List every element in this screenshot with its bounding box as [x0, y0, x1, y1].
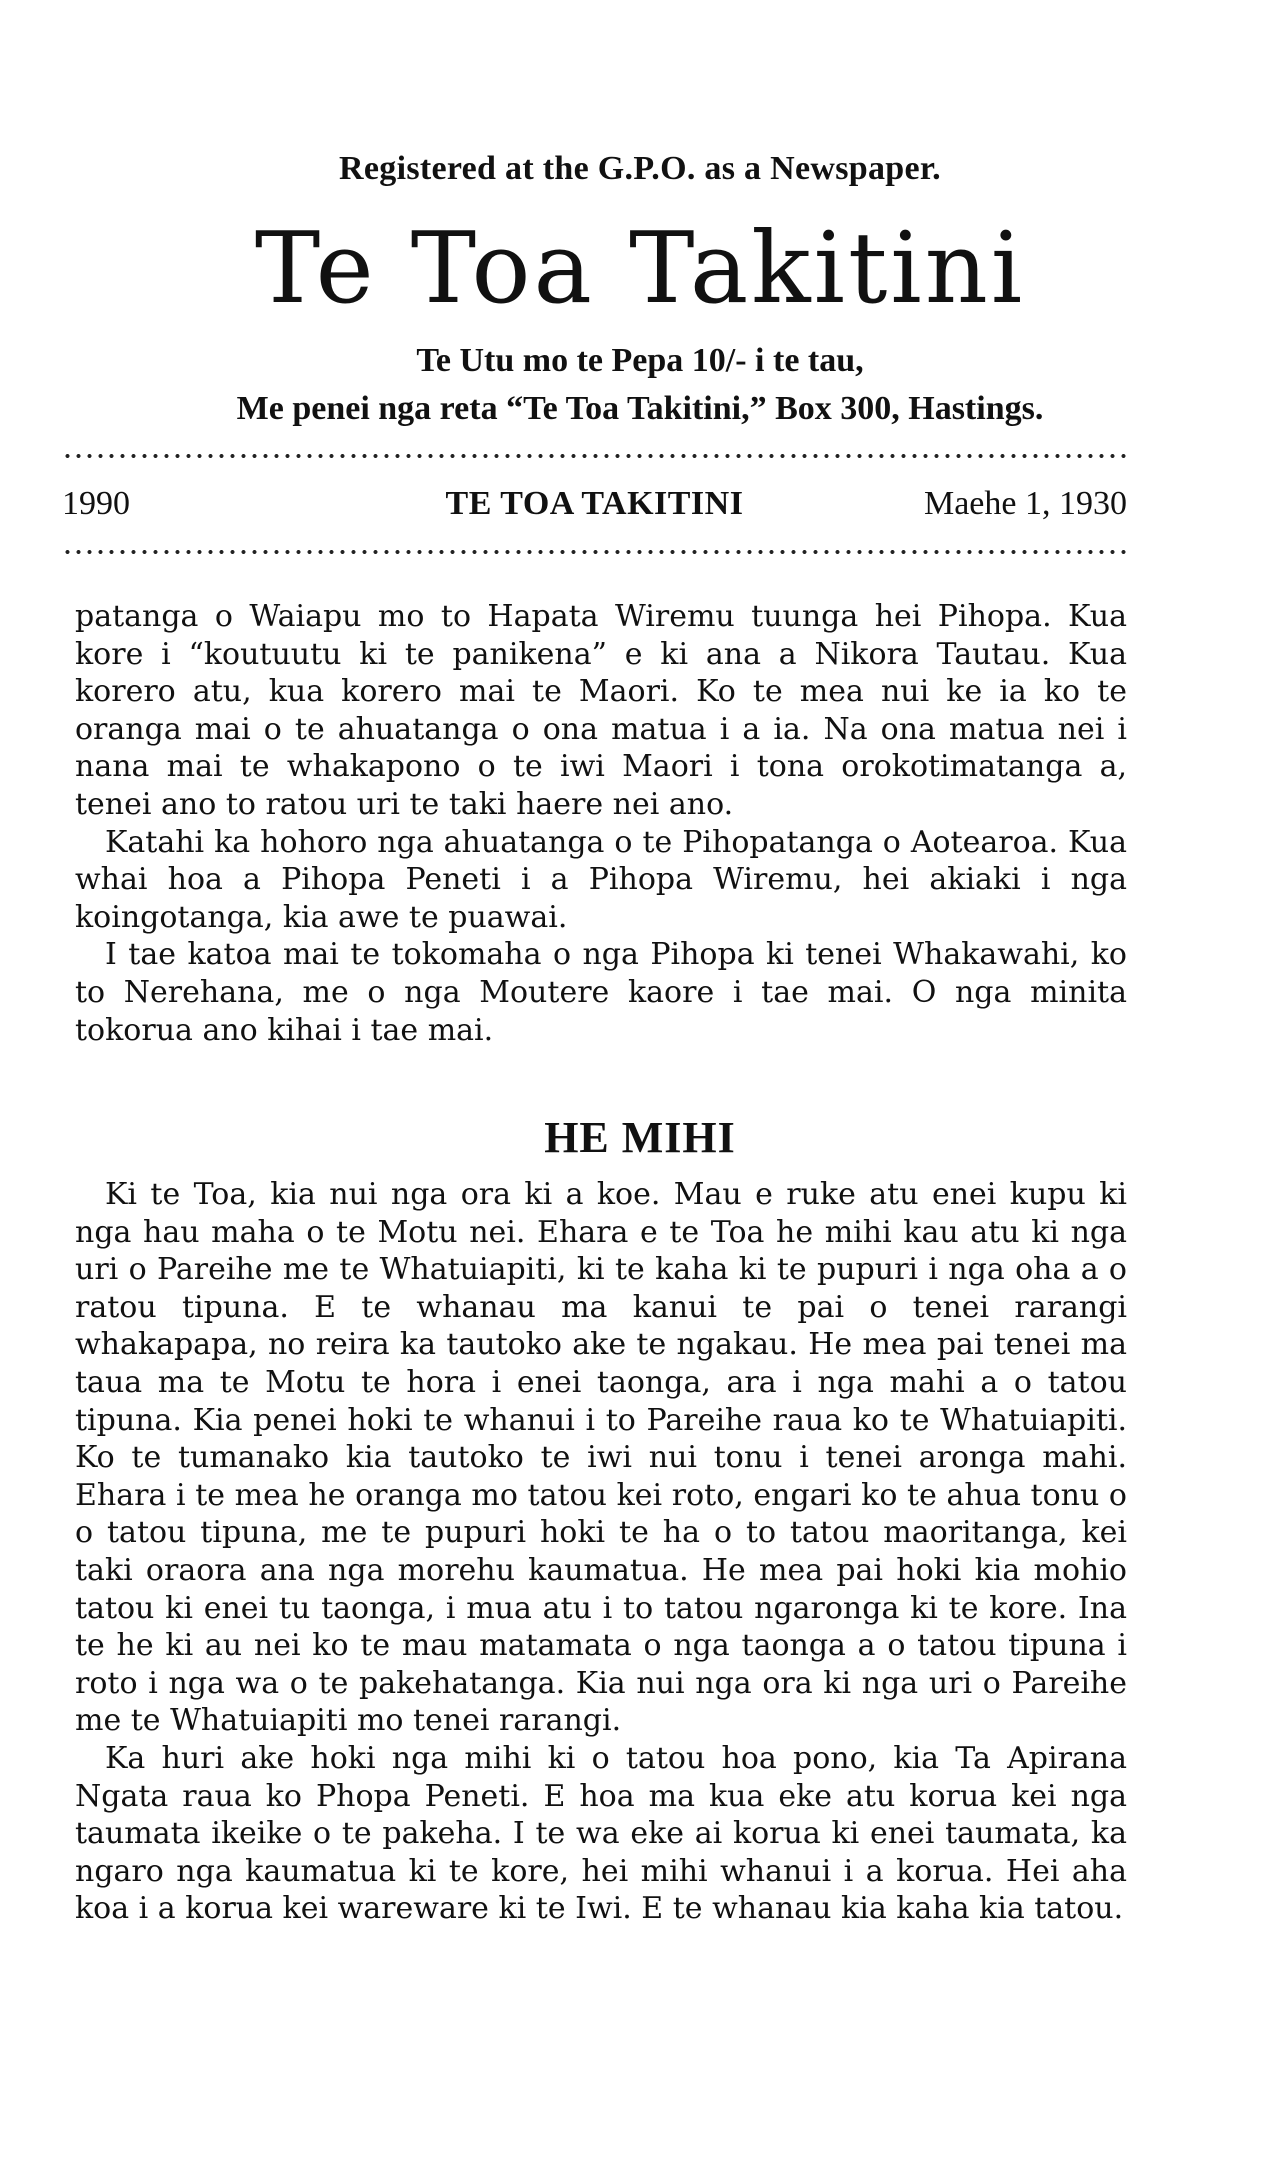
page-number: 1990 [62, 485, 130, 522]
subscription-price: Te Utu mo te Pepa 10/- i te tau, [416, 342, 864, 379]
issue-date: Maehe 1, 1930 [923, 485, 1127, 522]
article-continuation [75, 598, 1127, 1049]
dotted-rule-bottom [62, 548, 1127, 556]
mailing-address: Me penei nga reta “Te Toa Takitini,” Box 300, Hastings. [236, 390, 1044, 427]
dotted-rule-top [62, 452, 1127, 460]
registration-notice: Registered at the G.P.O. as a Newspaper. [339, 150, 941, 187]
mihi-paragraph: Ka huri ake hoki nga mihi ki o tatou hoa pono, kia Ta Apirana Ngata raua ko Phopa Peneti. E hoa ma kua eke atu korua kei nga taumata ikeike o te pakeha. I te wa eke ai korua ki enei taumata, ka ngaro nga kaumatua ki te kore, hei mihi whanui i a korua. Hei aha koa i a korua kei wareware ki te Iwi. E te whanau kia kaha kia tatou. [75, 1740, 1127, 1927]
mihi-section [75, 1176, 1127, 1928]
article-paragraph: Katahi ka hohoro nga ahuatanga o te Pihopatanga o Aotearoa. Kua whai hoa a Pihopa Peneti i a Pihopa Wiremu, hei akiaki i nga koingotanga, kia awe te puawai. [75, 824, 1127, 935]
section-heading: HE MIHI [544, 1113, 736, 1162]
newspaper-masthead: Te Toa Takitini [254, 212, 1026, 326]
running-title: TE TOA TAKITINI [445, 485, 744, 522]
article-paragraph: I tae katoa mai te tokomaha o nga Pihopa ki tenei Whakawahi, ko to Nerehana, me o nga Moutere kaore i tae mai. O nga minita tokorua ano kihai i tae mai. [75, 937, 1127, 1048]
article-paragraph: patanga o Waiapu mo to Hapata Wiremu tuunga hei Pihopa. Kua kore i “koutuutu ki te panikena” e ki ana a Nikora Tautau. Kua korero atu, kua korero mai te Maori. Ko te mea nui ke ia ko te oranga mai o te ahuatanga o ona matua i a ia. Na ona matua nei i nana mai te whakapono o te iwi Maori i tona orokotimatanga a, tenei ano to ratou uri te taki haere nei ano. [75, 599, 1127, 822]
issue-bar [62, 485, 1127, 535]
mihi-paragraph: Ki te Toa, kia nui nga ora ki a koe. Mau e ruke atu enei kupu ki nga hau maha o te Motu nei. Ehara e te Toa he mihi kau atu ki nga uri o Pareihe me te Whatuiapiti, ki te kaha ki te pupuri i nga oha a o ratou tipuna. E te whanau ma kanui te pai o tenei rarangi whakapapa, no reira ka tautoko ake te ngakau. He mea pai tenei ma taua ma te Motu te hora i enei taonga, ara i nga mahi a o tatou tipuna. Kia penei hoki te whanui i to Pareihe raua ko te Whatuiapiti. Ko te tumanako kia tautoko te iwi nui tonu i tenei aronga mahi. Ehara i te mea he oranga mo tatou kei roto, engari ko te ahua tonu o o tatou tipuna, me te pupuri hoki te ha o to tatou maoritanga, kei taki oraora ana nga morehu kaumatua. He mea pai hoki kia mohio tatou ki enei tu taonga, i mua atu i to tatou ngaronga ki te kore. Ina te he ki au nei ko te mau matamata o nga taonga a o tatou tipuna i roto i nga wa o te pakehatanga. Kia nui nga ora ki nga uri o Pareihe me te Whatuiapiti mo tenei rarangi. [75, 1177, 1127, 1739]
